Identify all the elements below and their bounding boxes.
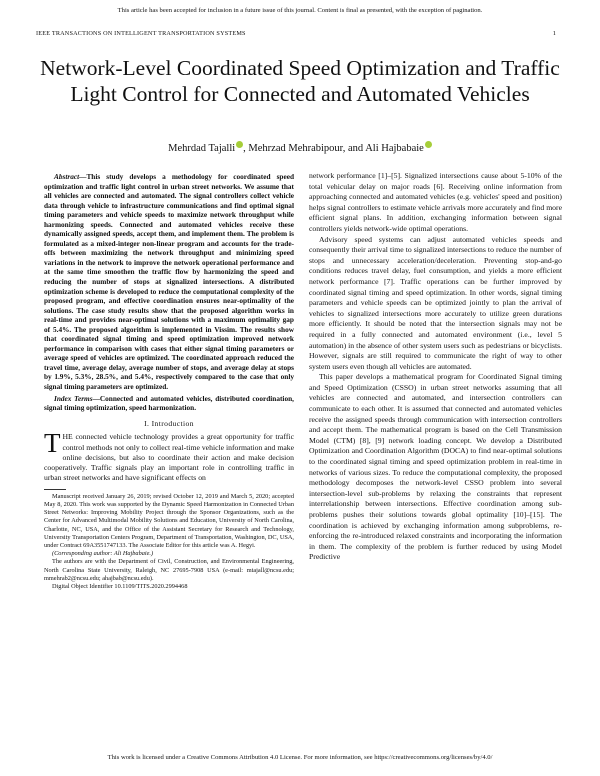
abstract-lead: Abstract [54, 172, 80, 181]
acceptance-note: This article has been accepted for inclusion in a future issue of this journal. Content is final as presented, with the exception of pagination. [117, 7, 483, 14]
page-number: 1 [552, 30, 556, 37]
corresponding-author: (Corresponding author: Ali Hajbabaie.) [52, 550, 154, 558]
body-paragraph: network performance [1]–[5]. Signalized intersections cause about 5-10% of the total vehicular delay on major roads [6]. Receiving online information from approaching connected and automated vehicles (e.g. vehicles' speed and position) helps signal controllers to estimate vehicle arrivals more accurately and find more efficient signal plans. In addition, exchanging information between signal controllers yields network-wide optimal operations. [309, 171, 562, 233]
author-names-rest: , Mehrzad Mehrabipour, and Ali Hajbabaie [243, 143, 424, 154]
author-line [0, 141, 600, 154]
footnote-received: Manuscript received January 26, 2019; revised October 12, 2019 and March 5, 2020; accepted May 8, 2020. This work was supported by the Dynamic Speed Harmonization in Connected Urban Street Networks: Improving Mobility Project through the Sponsor Organizations, such as the Center for Advanced Multimodal Mobility Solutions and Education, University of North Carolina, Charlotte, NC, USA, and the Office of the Assistant Secretary for Research and Technology, University Transportation Centers Program, Department of Transportation, Washington, DC, USA, under Contract 69A3551747133. The Associate Editor for this article was A. Hegyi. [44, 492, 294, 549]
index-terms [44, 394, 294, 413]
running-head: IEEE TRANSACTIONS ON INTELLIGENT TRANSPORTATION SYSTEMS [36, 30, 246, 37]
abstract [44, 172, 294, 392]
right-column [309, 171, 562, 563]
author-name: Mehrdad Tajalli [168, 143, 236, 154]
left-column [44, 172, 294, 591]
paper-title: Network-Level Coordinated Speed Optimization and Traffic Light Control for Connected and Automated Vehicles [40, 56, 560, 106]
drop-cap: T [44, 428, 61, 459]
section-heading: I. Introduction [144, 418, 194, 428]
body-paragraph: Advisory speed systems can adjust automated vehicles speeds and consequently their arrival time to signalized intersections to reduce the number of stops and unnecessary acceleration/deceleration. Preventing stop-and-go conditions reduces travel delay, fuel consumption, and yields a more efficient network performance [7]. Traffic operations can be further improved by coordinated signal timing and speed optimization. In other words, signal timing parameters and vehicle speeds can be optimized jointly to plan the arrival of vehicles to signalized intersections more accurately to utilize green durations more efficiently. It should be noted that the intersection signals may not be required in a fully connected and automated environment (i.e., level 5 automation) in the absence of other system users such as pedestrians or bicyclists. However, signals are still required to communicate the right of way to other system users even though all vehicles are automated. [309, 234, 562, 371]
abstract-text: —This study develops a methodology for coordinated speed optimization and traffic light control in urban street networks. We assume that all vehicles are connected and automated. The signal controllers collect vehicle data through vehicle to infrastructure communications and find optimal signal timing parameters and vehicle speeds to maximize network throughput while harmonizing speeds. Connected and automated vehicles receive these dynamically assigned speeds, accept them, and implement them. The problem is formulated as a mixed-integer non-linear program and accounts for the trade-offs between maximizing the network throughput and minimizing speed variations in the network to improve the network operational performance and at the same time smoothen the traffic flow by harmonizing the speed and reducing the number of stops at signalized intersections. A distributed optimization scheme is developed to reduce the computational complexity of the proposed program, and effective coordination ensures near-optimality of the solutions. The case study results show that the proposed algorithm works in real-time and provides near-optimal solutions with a maximum optimality gap of 5.4%. The proposed algorithm is implemented in Vissim. The results show that coordinated signal timing and speed optimization improved network performance in comparison with cases that either signal timing parameters or average speed of vehicles are optimized. The coordinated approach reduced the travel time, average delay, average number of stops, and average delay at stops by 1.9%, 5.3%, 28.5%, and 5.4%, respectively compared to the case that only signal timing parameters are optimized. [44, 172, 294, 392]
intro-paragraph [44, 428, 294, 483]
index-terms-text: —Connected and automated vehicles, distributed coordination, signal timing optimization, speed harmonization. [44, 393, 294, 413]
index-terms-lead: Index Terms [54, 393, 93, 403]
body-paragraph: This paper develops a mathematical program for Coordinated Signal timing and Speed Optimization (CSSO) in urban street networks assuming that all vehicles are connected and automated, and intersection controllers can communicate to each other. It is assumed that connected and automated vehicles receive the assigned speeds through communication with intersection controllers and accept them. The mathematical program is based on the Cell Transmission Model (CTM) [8], [9] network loading concept. We develop a Distributed Optimization and Coordination Algorithm (DOCA) to find near-optimal solutions to the coordinated signal timing and speed optimization problem in real-time in networks of various sizes. To reduce the computational complexity, the proposed methodology decomposes the network-level CSSO problem into several intersection-level sub-problems by relaxing the constraints that represent interrelationship between intersections. Effective coordination among sub-problems pushes their solutions towards global optimality [10]–[15]. The coordination is achieved by exchanging information among subproblems, re-enforcing the re-introduced relaxed constraints and incorporating the information in them. The complexity of the problem is further reduced by using Model Predictive [309, 372, 562, 562]
footnote-corresponding [44, 550, 294, 558]
footnote-affiliation: The authors are with the Department of Civil, Construction, and Environmental Engineering, North Carolina State University, Raleigh, NC 27695-7908 USA (e-mail: mtajall@ncsu.edu; mmehrab2@ncsu.edu; ahajbab@ncsu.edu). [44, 558, 294, 582]
intro-text: HE connected vehicle technology provides a great opportunity for traffic control methods not only to collect real-time vehicle information and make online decisions, but also to coordinate their action and make decision cooperatively. Traffic signals play an important role in controlling traffic in urban street networks and have significant effects on [44, 432, 294, 483]
orcid-icon[interactable] [425, 141, 432, 148]
license-note[interactable]: This work is licensed under a Creative Commons Attribution 4.0 License. For more information, see https://creativecommons.org/licenses/by/4.0/ [107, 754, 493, 761]
footnote-rule [44, 489, 66, 490]
footnote-doi: Digital Object Identifier 10.1109/TITS.2020.2994468 [52, 582, 188, 590]
